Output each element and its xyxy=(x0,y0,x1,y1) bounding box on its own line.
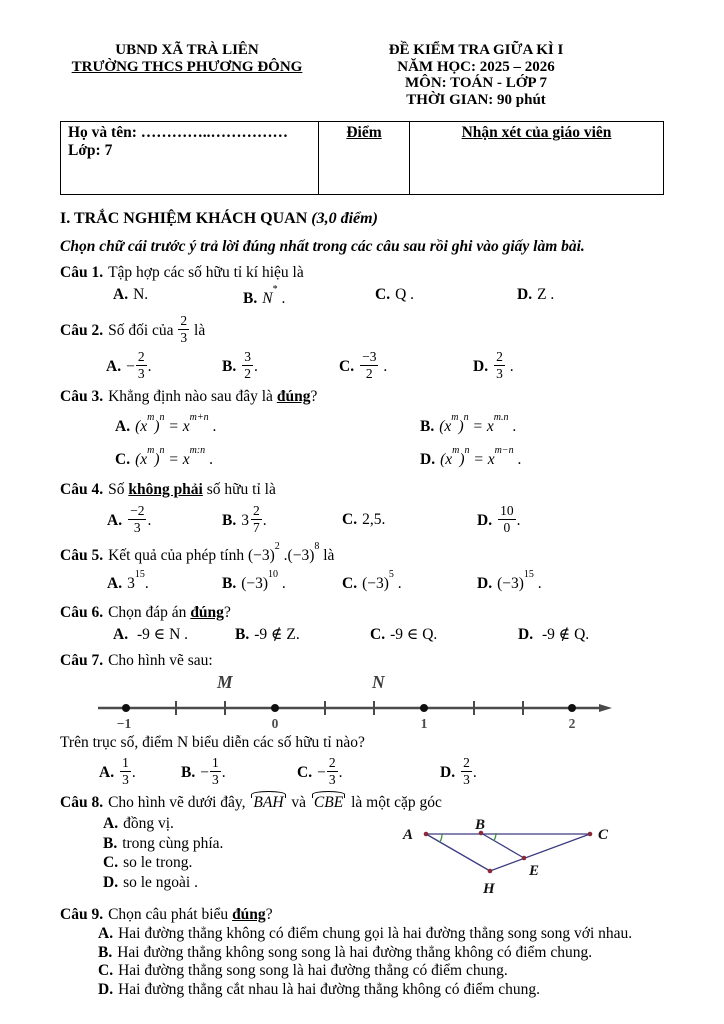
angle-notation: BAH xyxy=(253,794,284,812)
question-text: Câu 4. Số không phải số hữu tỉ là xyxy=(60,481,276,499)
question-text: Câu 6. Chọn đáp án đúng? xyxy=(60,603,231,621)
option: A. N. xyxy=(113,286,149,303)
option: D. $\frac{2}{3}$ . xyxy=(440,754,477,787)
question-8 xyxy=(60,792,664,899)
point-label-n: N xyxy=(372,672,385,692)
angle-figure xyxy=(393,817,623,899)
question-text: Câu 5. Kết quả của phép tính $(-3)^2$ $.(-3)^8$ là xyxy=(60,540,335,564)
name-field: Họ và tên: …………..…………… xyxy=(68,124,289,141)
option: D. so le ngoài . xyxy=(103,873,198,891)
tick-label: 1 xyxy=(420,715,428,729)
options-row xyxy=(60,504,664,535)
name-cell xyxy=(61,122,319,195)
org-name: UBND XÃ TRÀ LIÊN xyxy=(115,42,259,58)
option: C. − $\frac{2}{3}$ . xyxy=(297,754,343,787)
vertex-label: A xyxy=(403,827,414,844)
vertex-label: E xyxy=(529,863,540,880)
option: D. $\frac{10}{0}$ . xyxy=(477,503,521,536)
option: C. $(x^m)^n = x^{m:n}$ . xyxy=(115,445,213,469)
options-list xyxy=(60,925,664,999)
question-4 xyxy=(60,479,664,535)
option: D. Z . xyxy=(517,286,555,303)
option: A. $(x^m)^n = x^{m+n}$ . xyxy=(115,411,217,435)
option: D. $\frac{2}{3}$ . xyxy=(473,348,514,381)
tick-label: 2 xyxy=(568,715,576,729)
option: A. $\frac{-2}{3}$ . xyxy=(107,503,152,536)
question-text: Câu 2. Số đối của $\frac{2}{3}$ là xyxy=(60,313,206,346)
option: A. đồng vị. xyxy=(103,815,174,833)
comment-header: Nhận xét của giáo viên xyxy=(461,124,612,141)
option: A. Hai đường thẳng không có điểm chung gọi là hai đường thẳng song song với nhau. xyxy=(98,925,633,943)
question-text: Câu 7. Cho hình vẽ sau: xyxy=(60,651,213,669)
class-field: Lớp: 7 xyxy=(68,142,113,159)
options-list xyxy=(60,814,353,899)
option: B. − $\frac{1}{3}$ . xyxy=(181,754,226,787)
option: B. $\frac{3}{2}$ . xyxy=(222,348,258,381)
option: A. -9 ∈ N . xyxy=(113,625,189,643)
option: C. so le trong. xyxy=(103,854,193,872)
vertex-label: C xyxy=(598,827,609,844)
student-info-table xyxy=(60,121,664,195)
option: D. -9 ∉ Q. xyxy=(518,625,590,643)
tick-label: 0 xyxy=(271,715,279,729)
table-row xyxy=(61,122,664,195)
option: B. trong cùng phía. xyxy=(103,834,224,852)
option: D. $(-3)^{15}$ . xyxy=(477,568,542,592)
option: B. $(-3)^{10}$ . xyxy=(222,568,286,592)
options-row xyxy=(60,284,664,309)
question-text: Câu 3. Khẳng định nào sau đây là đúng? xyxy=(60,387,318,405)
option: D. $(x^m)^n = x^{m-n}$ . xyxy=(420,445,522,469)
question-3 xyxy=(60,386,664,474)
option: B. $(x^m)^n = x^{m.n}$ . xyxy=(420,411,517,435)
fraction: $\frac{2}{3}$ xyxy=(180,313,188,346)
section-title: I. TRẮC NGHIỆM KHÁCH QUAN (3,0 điểm) xyxy=(60,210,378,227)
question-5 xyxy=(60,541,664,597)
vertex-label: B xyxy=(475,817,486,834)
point-label-m: M xyxy=(217,672,233,692)
question-text: Câu 1. Tập hợp các số hữu tỉ kí hiệu là xyxy=(60,264,304,281)
option: B. 3 $\frac{2}{7}$ . xyxy=(222,503,267,536)
option: C. $(-3)^5$ . xyxy=(342,568,402,592)
option: C. Hai đường thẳng song song là hai đường thẳng có điểm chung. xyxy=(98,962,508,980)
header xyxy=(60,42,664,108)
exam-title: ĐỀ KIỂM TRA GIỮA KÌ I xyxy=(388,42,564,58)
q8-body xyxy=(60,814,664,899)
option: A. $\frac{1}{3}$ . xyxy=(99,754,136,787)
option: C. -9 ∈ Q. xyxy=(370,625,438,643)
tick-label: −1 xyxy=(116,715,132,729)
option: D. Hai đường thẳng cắt nhau là hai đường thẳng không có điểm chung. xyxy=(98,980,540,998)
question-7 xyxy=(60,650,664,787)
exam-info-block xyxy=(350,42,602,108)
score-header: Điểm xyxy=(346,124,382,141)
school-name: TRƯỜNG THCS PHƯƠNG ĐÔNG xyxy=(71,58,303,75)
options-row xyxy=(60,350,664,381)
options-row xyxy=(60,567,664,597)
question-9 xyxy=(60,904,664,999)
option: C. 2,5. xyxy=(342,511,386,529)
subject-line: MÔN: TOÁN - LỚP 7 xyxy=(405,75,547,91)
option: B. Hai đường thẳng không song song là hai đường thẳng không có điểm chung. xyxy=(98,943,593,961)
angle-notation: CBE xyxy=(313,794,344,812)
options-row xyxy=(60,756,664,787)
options-row xyxy=(60,624,664,645)
question-2 xyxy=(60,314,664,381)
comment-cell xyxy=(410,122,664,195)
vertex-label: H xyxy=(483,881,495,898)
score-cell xyxy=(319,122,410,195)
option: C. $\frac{-3}{2}$ . xyxy=(339,348,388,381)
school-block xyxy=(60,42,314,108)
question-1 xyxy=(60,262,664,309)
option: A. $3^{15}$. xyxy=(107,568,149,592)
school-year: NĂM HỌC: 2025 – 2026 xyxy=(397,58,555,75)
number-line-figure xyxy=(96,673,612,729)
option: B. N* . xyxy=(243,284,286,308)
question-6 xyxy=(60,602,664,645)
question-text: Trên trục số, điểm N biểu diễn các số hữu tỉ nào? xyxy=(60,733,365,751)
numberline-arrow-icon xyxy=(599,704,612,712)
question-text: Câu 8. Cho hình vẽ dưới đây, BAH và CBE là một cặp góc xyxy=(60,794,442,812)
question-text: Câu 9. Chọn câu phát biểu đúng? xyxy=(60,906,273,924)
option: B. -9 ∉ Z. xyxy=(235,625,300,643)
duration-line: THỜI GIAN: 90 phút xyxy=(406,91,546,108)
option: A. − $\frac{2}{3}$ . xyxy=(106,348,152,381)
option: C. Q . xyxy=(375,286,415,303)
options-row xyxy=(60,408,664,474)
section-instruction: Chọn chữ cái trước ý trả lời đúng nhất trong các câu sau rồi ghi vào giấy làm bài. xyxy=(60,238,585,255)
